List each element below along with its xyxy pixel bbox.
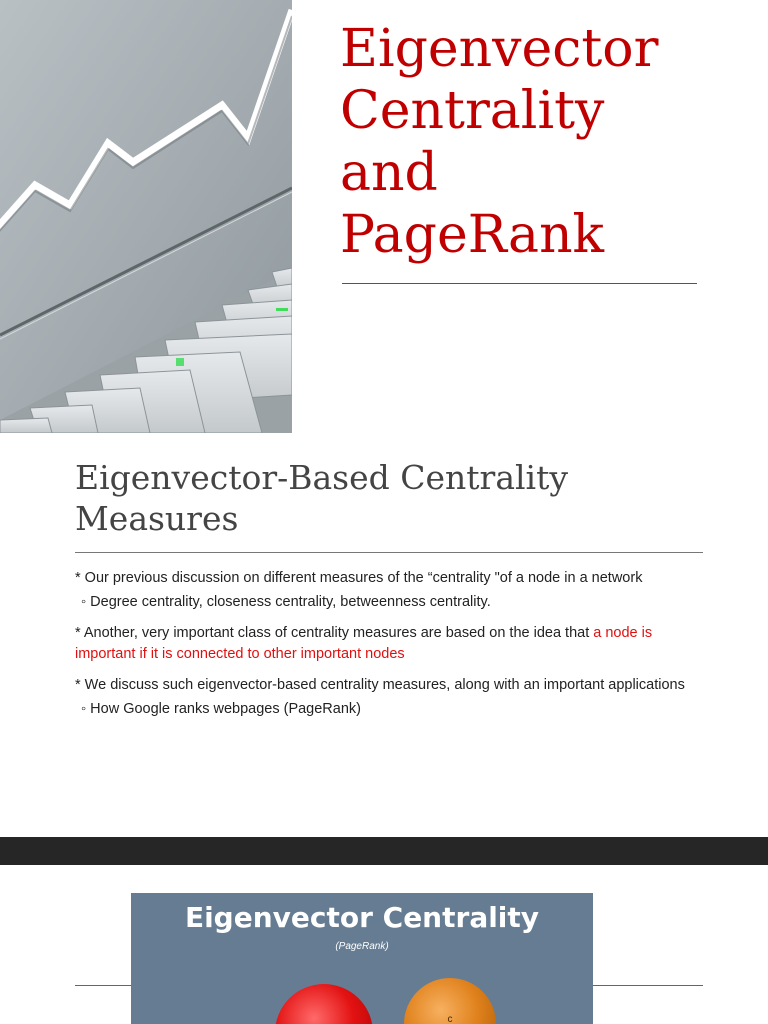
bullet-item xyxy=(75,568,705,613)
divider-right xyxy=(593,985,703,986)
stairs-growth-photo xyxy=(0,0,292,433)
panel-title: Eigenvector Centrality xyxy=(184,901,540,934)
main-title xyxy=(340,18,740,266)
divider-left xyxy=(75,985,131,986)
heading-divider xyxy=(75,552,703,553)
main-title-line: Eigenvector xyxy=(340,19,659,79)
slide-title-heading: Eigenvector-Based Centrality Measures xyxy=(75,458,569,538)
bullet-list xyxy=(75,568,705,720)
bullet-item xyxy=(75,675,705,720)
bullet-text: * Our previous discussion on different measures of the “centrality "of a node in a network xyxy=(75,570,643,586)
highlighted-text: a node is important if it is connected to other important nodes xyxy=(75,625,653,662)
graph-node-orange xyxy=(404,978,496,1024)
bullet-text: * Another, very important class of centrality measures are based on the idea that xyxy=(75,625,594,641)
sub-bullet-text: ◦ Degree centrality, closeness centrality, betweenness centrality. xyxy=(81,594,491,610)
bullet-item xyxy=(75,623,705,665)
bullet-text: * We discuss such eigenvector-based centrality measures, along with an important applications xyxy=(75,677,685,693)
embedded-slide-panel xyxy=(131,893,593,1024)
slide-title xyxy=(0,0,768,433)
slide-eigenvector-centrality xyxy=(0,865,768,1024)
main-title-line: and xyxy=(340,143,438,203)
graph-node-red xyxy=(275,984,373,1024)
main-title-line: Centrality xyxy=(340,81,605,141)
node-label: c xyxy=(447,1014,453,1024)
slide-separator-band xyxy=(0,837,768,865)
panel-subtitle: (PageRank) xyxy=(335,941,389,952)
sub-bullet-text: ◦ How Google ranks webpages (PageRank) xyxy=(81,701,361,717)
slide-eigenvector-measures xyxy=(0,433,768,837)
title-divider xyxy=(342,283,697,284)
main-title-line: PageRank xyxy=(340,205,605,265)
